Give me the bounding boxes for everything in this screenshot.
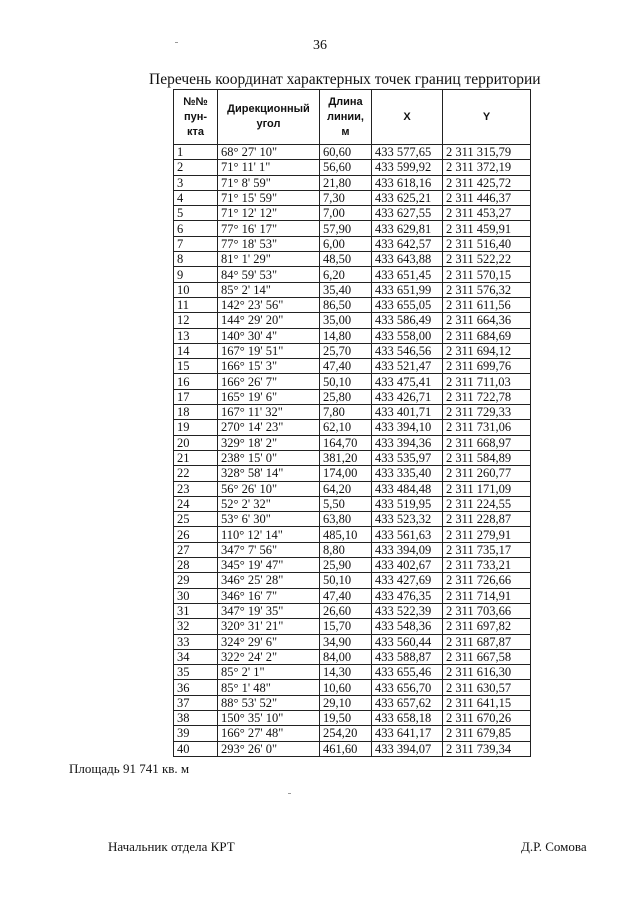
table-row <box>174 695 531 710</box>
y-coordinate-cell: 2 311 516,40 <box>443 236 531 251</box>
y-coordinate-cell: 2 311 726,66 <box>443 573 531 588</box>
direction-angle-cell: 53° 6' 30" <box>218 512 320 527</box>
line-length-cell: 86,50 <box>320 297 372 312</box>
x-coordinate-cell: 433 521,47 <box>372 359 443 374</box>
y-coordinate-cell: 2 311 703,66 <box>443 603 531 618</box>
x-coordinate-cell: 433 627,55 <box>372 206 443 221</box>
x-coordinate-cell: 433 577,65 <box>372 145 443 160</box>
x-coordinate-cell: 433 546,56 <box>372 343 443 358</box>
x-coordinate-cell: 433 335,40 <box>372 466 443 481</box>
direction-angle-cell: 52° 2' 32" <box>218 496 320 511</box>
table-row <box>174 634 531 649</box>
y-coordinate-cell: 2 311 687,87 <box>443 634 531 649</box>
table-row <box>174 466 531 481</box>
point-number-cell: 30 <box>174 588 218 603</box>
y-coordinate-cell: 2 311 522,22 <box>443 252 531 267</box>
table-row <box>174 160 531 175</box>
y-coordinate-cell: 2 311 697,82 <box>443 619 531 634</box>
y-coordinate-cell: 2 311 453,27 <box>443 206 531 221</box>
direction-angle-cell: 71° 11' 1" <box>218 160 320 175</box>
x-coordinate-cell: 433 643,88 <box>372 252 443 267</box>
x-coordinate-cell: 433 476,35 <box>372 588 443 603</box>
direction-angle-cell: 140° 30' 4" <box>218 328 320 343</box>
point-number-cell: 22 <box>174 466 218 481</box>
table-row <box>174 145 531 160</box>
y-coordinate-cell: 2 311 664,36 <box>443 313 531 328</box>
table-row <box>174 573 531 588</box>
direction-angle-cell: 166° 27' 48" <box>218 726 320 741</box>
y-coordinate-cell: 2 311 739,34 <box>443 741 531 756</box>
y-coordinate-cell: 2 311 684,69 <box>443 328 531 343</box>
direction-angle-cell: 167° 11' 32" <box>218 405 320 420</box>
direction-angle-cell: 293° 26' 0" <box>218 741 320 756</box>
x-coordinate-cell: 433 535,97 <box>372 450 443 465</box>
point-number-cell: 18 <box>174 405 218 420</box>
x-coordinate-cell: 433 394,09 <box>372 542 443 557</box>
y-coordinate-cell: 2 311 699,76 <box>443 359 531 374</box>
line-length-cell: 25,80 <box>320 389 372 404</box>
line-length-cell: 56,60 <box>320 160 372 175</box>
line-length-cell: 6,20 <box>320 267 372 282</box>
page-title: Перечень координат характерных точек границ территории <box>149 71 541 88</box>
table-row <box>174 726 531 741</box>
page-number: 36 <box>313 38 327 53</box>
line-length-cell: 7,00 <box>320 206 372 221</box>
y-coordinate-cell: 2 311 668,97 <box>443 435 531 450</box>
y-coordinate-cell: 2 311 731,06 <box>443 420 531 435</box>
table-row <box>174 619 531 634</box>
direction-angle-cell: 77° 18' 53" <box>218 236 320 251</box>
direction-angle-cell: 85° 2' 14" <box>218 282 320 297</box>
x-coordinate-cell: 433 618,16 <box>372 175 443 190</box>
point-number-cell: 1 <box>174 145 218 160</box>
direction-angle-cell: 328° 58' 14" <box>218 466 320 481</box>
x-coordinate-cell: 433 657,62 <box>372 695 443 710</box>
y-coordinate-cell: 2 311 171,09 <box>443 481 531 496</box>
area-summary: Площадь 91 741 кв. м <box>69 761 190 776</box>
table-row <box>174 313 531 328</box>
table-row <box>174 297 531 312</box>
signatory-position: Начальник отдела КРТ <box>108 839 235 854</box>
table-row <box>174 343 531 358</box>
y-coordinate-cell: 2 311 260,77 <box>443 466 531 481</box>
point-number-cell: 11 <box>174 297 218 312</box>
point-number-cell: 14 <box>174 343 218 358</box>
x-coordinate-cell: 433 394,07 <box>372 741 443 756</box>
line-length-cell: 15,70 <box>320 619 372 634</box>
y-coordinate-cell: 2 311 679,85 <box>443 726 531 741</box>
line-length-cell: 48,50 <box>320 252 372 267</box>
point-number-cell: 28 <box>174 558 218 573</box>
line-length-cell: 254,20 <box>320 726 372 741</box>
line-length-cell: 35,00 <box>320 313 372 328</box>
y-coordinate-cell: 2 311 611,56 <box>443 297 531 312</box>
point-number-cell: 38 <box>174 710 218 725</box>
x-coordinate-cell: 433 651,45 <box>372 267 443 282</box>
line-length-cell: 50,10 <box>320 573 372 588</box>
table-row <box>174 389 531 404</box>
table-row <box>174 328 531 343</box>
x-coordinate-cell: 433 655,05 <box>372 297 443 312</box>
point-number-cell: 17 <box>174 389 218 404</box>
x-coordinate-cell: 433 655,46 <box>372 665 443 680</box>
point-number-cell: 6 <box>174 221 218 236</box>
y-coordinate-cell: 2 311 616,30 <box>443 665 531 680</box>
direction-angle-cell: 347° 7' 56" <box>218 542 320 557</box>
line-length-cell: 64,20 <box>320 481 372 496</box>
table-row <box>174 221 531 236</box>
point-number-cell: 25 <box>174 512 218 527</box>
y-coordinate-cell: 2 311 425,72 <box>443 175 531 190</box>
direction-angle-cell: 166° 26' 7" <box>218 374 320 389</box>
x-coordinate-cell: 433 427,69 <box>372 573 443 588</box>
line-length-cell: 485,10 <box>320 527 372 542</box>
x-coordinate-cell: 433 402,67 <box>372 558 443 573</box>
x-coordinate-cell: 433 651,99 <box>372 282 443 297</box>
x-coordinate-cell: 433 641,17 <box>372 726 443 741</box>
point-number-cell: 33 <box>174 634 218 649</box>
table-row <box>174 649 531 664</box>
x-coordinate-cell: 433 394,10 <box>372 420 443 435</box>
line-length-cell: 461,60 <box>320 741 372 756</box>
x-coordinate-cell: 433 523,32 <box>372 512 443 527</box>
y-coordinate-cell: 2 311 630,57 <box>443 680 531 695</box>
signatory-name: Д.Р. Сомова <box>521 839 587 854</box>
y-coordinate-cell: 2 311 315,79 <box>443 145 531 160</box>
point-number-cell: 27 <box>174 542 218 557</box>
line-length-cell: 21,80 <box>320 175 372 190</box>
table-row <box>174 527 531 542</box>
line-length-cell: 10,60 <box>320 680 372 695</box>
table-row <box>174 420 531 435</box>
point-number-cell: 37 <box>174 695 218 710</box>
y-coordinate-cell: 2 311 570,15 <box>443 267 531 282</box>
direction-angle-cell: 347° 19' 35" <box>218 603 320 618</box>
point-number-cell: 24 <box>174 496 218 511</box>
point-number-cell: 2 <box>174 160 218 175</box>
x-coordinate-cell: 433 426,71 <box>372 389 443 404</box>
header-line-length: Длина линии, м <box>320 90 372 145</box>
table-row <box>174 542 531 557</box>
direction-angle-cell: 270° 14' 23" <box>218 420 320 435</box>
y-coordinate-cell: 2 311 667,58 <box>443 649 531 664</box>
direction-angle-cell: 71° 8' 59" <box>218 175 320 190</box>
table-row <box>174 496 531 511</box>
header-point-number: №№ пун- кта <box>174 90 218 145</box>
direction-angle-cell: 88° 53' 52" <box>218 695 320 710</box>
line-length-cell: 47,40 <box>320 588 372 603</box>
y-coordinate-cell: 2 311 735,17 <box>443 542 531 557</box>
x-coordinate-cell: 433 629,81 <box>372 221 443 236</box>
point-number-cell: 20 <box>174 435 218 450</box>
point-number-cell: 23 <box>174 481 218 496</box>
table-header-row <box>174 90 531 145</box>
table-row <box>174 405 531 420</box>
x-coordinate-cell: 433 588,87 <box>372 649 443 664</box>
point-number-cell: 5 <box>174 206 218 221</box>
direction-angle-cell: 85° 2' 1" <box>218 665 320 680</box>
line-length-cell: 6,00 <box>320 236 372 251</box>
direction-angle-cell: 322° 24' 2" <box>218 649 320 664</box>
x-coordinate-cell: 433 548,36 <box>372 619 443 634</box>
direction-angle-cell: 345° 19' 47" <box>218 558 320 573</box>
direction-angle-cell: 324° 29' 6" <box>218 634 320 649</box>
point-number-cell: 39 <box>174 726 218 741</box>
line-length-cell: 8,80 <box>320 542 372 557</box>
x-coordinate-cell: 433 560,44 <box>372 634 443 649</box>
x-coordinate-cell: 433 484,48 <box>372 481 443 496</box>
table-row <box>174 710 531 725</box>
y-coordinate-cell: 2 311 670,26 <box>443 710 531 725</box>
x-coordinate-cell: 433 561,63 <box>372 527 443 542</box>
table-row <box>174 481 531 496</box>
point-number-cell: 10 <box>174 282 218 297</box>
direction-angle-cell: 144° 29' 20" <box>218 313 320 328</box>
point-number-cell: 31 <box>174 603 218 618</box>
x-coordinate-cell: 433 658,18 <box>372 710 443 725</box>
line-length-cell: 63,80 <box>320 512 372 527</box>
direction-angle-cell: 71° 12' 12" <box>218 206 320 221</box>
table-row <box>174 741 531 756</box>
x-coordinate-cell: 433 401,71 <box>372 405 443 420</box>
line-length-cell: 5,50 <box>320 496 372 511</box>
point-number-cell: 8 <box>174 252 218 267</box>
x-coordinate-cell: 433 599,92 <box>372 160 443 175</box>
table-row <box>174 236 531 251</box>
point-number-cell: 7 <box>174 236 218 251</box>
x-coordinate-cell: 433 475,41 <box>372 374 443 389</box>
point-number-cell: 19 <box>174 420 218 435</box>
point-number-cell: 40 <box>174 741 218 756</box>
table-row <box>174 603 531 618</box>
x-coordinate-cell: 433 625,21 <box>372 190 443 205</box>
point-number-cell: 29 <box>174 573 218 588</box>
x-coordinate-cell: 433 394,36 <box>372 435 443 450</box>
line-length-cell: 29,10 <box>320 695 372 710</box>
x-coordinate-cell: 433 558,00 <box>372 328 443 343</box>
line-length-cell: 84,00 <box>320 649 372 664</box>
y-coordinate-cell: 2 311 729,33 <box>443 405 531 420</box>
line-length-cell: 174,00 <box>320 466 372 481</box>
table-row <box>174 680 531 695</box>
direction-angle-cell: 77° 16' 17" <box>218 221 320 236</box>
table-row <box>174 435 531 450</box>
y-coordinate-cell: 2 311 459,91 <box>443 221 531 236</box>
coordinates-table <box>173 89 531 757</box>
table-row <box>174 190 531 205</box>
direction-angle-cell: 85° 1' 48" <box>218 680 320 695</box>
point-number-cell: 13 <box>174 328 218 343</box>
direction-angle-cell: 329° 18' 2" <box>218 435 320 450</box>
table-row <box>174 665 531 680</box>
point-number-cell: 4 <box>174 190 218 205</box>
table-row <box>174 282 531 297</box>
point-number-cell: 21 <box>174 450 218 465</box>
x-coordinate-cell: 433 642,57 <box>372 236 443 251</box>
line-length-cell: 25,90 <box>320 558 372 573</box>
direction-angle-cell: 110° 12' 14" <box>218 527 320 542</box>
table-body <box>174 145 531 757</box>
y-coordinate-cell: 2 311 694,12 <box>443 343 531 358</box>
direction-angle-cell: 84° 59' 53" <box>218 267 320 282</box>
direction-angle-cell: 150° 35' 10" <box>218 710 320 725</box>
y-coordinate-cell: 2 311 372,19 <box>443 160 531 175</box>
y-coordinate-cell: 2 311 733,21 <box>443 558 531 573</box>
line-length-cell: 164,70 <box>320 435 372 450</box>
direction-angle-cell: 346° 25' 28" <box>218 573 320 588</box>
point-number-cell: 12 <box>174 313 218 328</box>
point-number-cell: 36 <box>174 680 218 695</box>
point-number-cell: 26 <box>174 527 218 542</box>
point-number-cell: 32 <box>174 619 218 634</box>
y-coordinate-cell: 2 311 722,78 <box>443 389 531 404</box>
y-coordinate-cell: 2 311 576,32 <box>443 282 531 297</box>
point-number-cell: 15 <box>174 359 218 374</box>
line-length-cell: 25,70 <box>320 343 372 358</box>
line-length-cell: 50,10 <box>320 374 372 389</box>
direction-angle-cell: 81° 1' 29" <box>218 252 320 267</box>
point-number-cell: 3 <box>174 175 218 190</box>
x-coordinate-cell: 433 656,70 <box>372 680 443 695</box>
line-length-cell: 26,60 <box>320 603 372 618</box>
x-coordinate-cell: 433 522,39 <box>372 603 443 618</box>
direction-angle-cell: 346° 16' 7" <box>218 588 320 603</box>
line-length-cell: 19,50 <box>320 710 372 725</box>
line-length-cell: 60,60 <box>320 145 372 160</box>
direction-angle-cell: 71° 15' 59" <box>218 190 320 205</box>
point-number-cell: 16 <box>174 374 218 389</box>
header-direction-angle: Дирекционный угол <box>218 90 320 145</box>
direction-angle-cell: 166° 15' 3" <box>218 359 320 374</box>
direction-angle-cell: 165° 19' 6" <box>218 389 320 404</box>
line-length-cell: 35,40 <box>320 282 372 297</box>
x-coordinate-cell: 433 586,49 <box>372 313 443 328</box>
line-length-cell: 47,40 <box>320 359 372 374</box>
line-length-cell: 34,90 <box>320 634 372 649</box>
direction-angle-cell: 238° 15' 0" <box>218 450 320 465</box>
table-row <box>174 252 531 267</box>
point-number-cell: 35 <box>174 665 218 680</box>
y-coordinate-cell: 2 311 228,87 <box>443 512 531 527</box>
y-coordinate-cell: 2 311 224,55 <box>443 496 531 511</box>
direction-angle-cell: 68° 27' 10" <box>218 145 320 160</box>
table-row <box>174 175 531 190</box>
scan-speck <box>288 793 291 794</box>
y-coordinate-cell: 2 311 641,15 <box>443 695 531 710</box>
header-x: X <box>372 90 443 145</box>
direction-angle-cell: 167° 19' 51" <box>218 343 320 358</box>
table-row <box>174 267 531 282</box>
direction-angle-cell: 142° 23' 56" <box>218 297 320 312</box>
table-row <box>174 588 531 603</box>
line-length-cell: 14,30 <box>320 665 372 680</box>
line-length-cell: 57,90 <box>320 221 372 236</box>
table-row <box>174 450 531 465</box>
table-row <box>174 206 531 221</box>
line-length-cell: 381,20 <box>320 450 372 465</box>
line-length-cell: 7,30 <box>320 190 372 205</box>
line-length-cell: 62,10 <box>320 420 372 435</box>
line-length-cell: 14,80 <box>320 328 372 343</box>
header-y: Y <box>443 90 531 145</box>
table-row <box>174 512 531 527</box>
line-length-cell: 7,80 <box>320 405 372 420</box>
y-coordinate-cell: 2 311 279,91 <box>443 527 531 542</box>
point-number-cell: 9 <box>174 267 218 282</box>
table-row <box>174 558 531 573</box>
table-row <box>174 359 531 374</box>
direction-angle-cell: 56° 26' 10" <box>218 481 320 496</box>
table-row <box>174 374 531 389</box>
y-coordinate-cell: 2 311 711,03 <box>443 374 531 389</box>
y-coordinate-cell: 2 311 446,37 <box>443 190 531 205</box>
direction-angle-cell: 320° 31' 21" <box>218 619 320 634</box>
y-coordinate-cell: 2 311 584,89 <box>443 450 531 465</box>
point-number-cell: 34 <box>174 649 218 664</box>
y-coordinate-cell: 2 311 714,91 <box>443 588 531 603</box>
x-coordinate-cell: 433 519,95 <box>372 496 443 511</box>
